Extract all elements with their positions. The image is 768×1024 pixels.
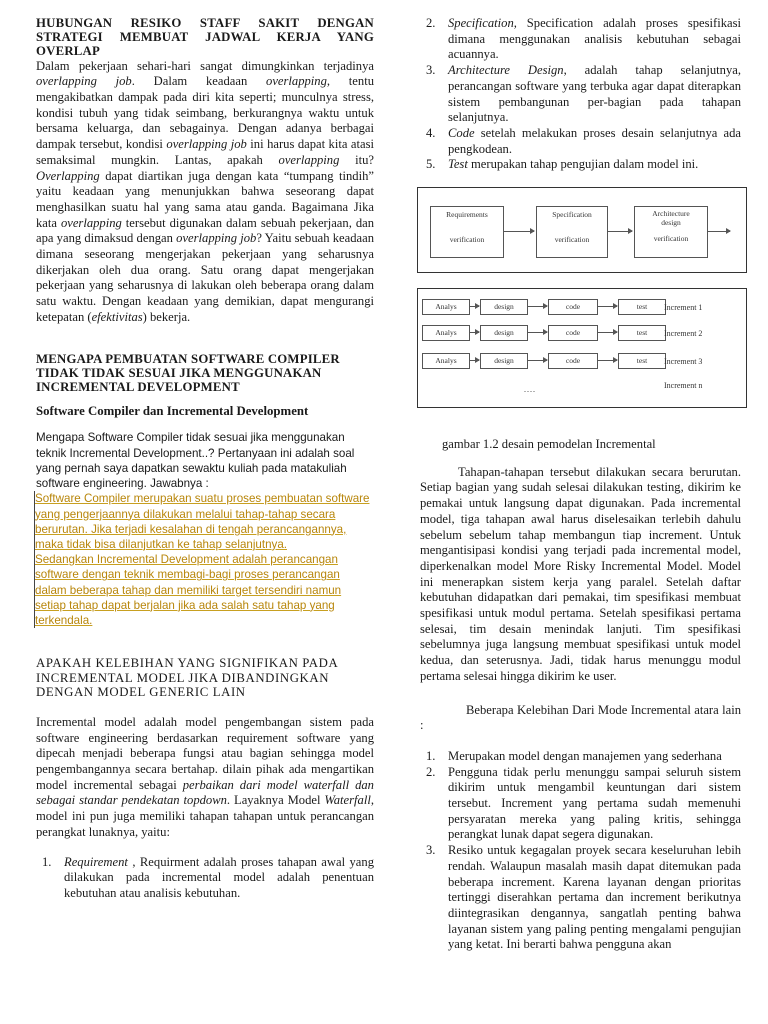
arrow-icon xyxy=(527,332,547,333)
requirements-box: Requirements verification xyxy=(430,206,504,258)
incremental-diagram xyxy=(417,288,747,408)
arrow-icon xyxy=(597,306,617,307)
list-item: 4. Code setelah melakukan proses desain selanjutnya ada pengkodean. xyxy=(426,125,741,156)
code-box: code xyxy=(548,299,598,315)
arrow-icon xyxy=(469,360,479,361)
list-item: 5. Test merupakan tahap pengujian dalam model ini. xyxy=(426,157,699,172)
figure-caption: gambar 1.2 desain pemodelan Incremental xyxy=(442,437,656,451)
list-item: 2. Specification, Specification adalah proses spesifikasi dimana menggunakan analisis kebutuhan sebagai acuannya. xyxy=(426,16,741,62)
paragraph-overlap: Dalam pekerjaan sehari-hari sangat dimungkinkan terjadinya overlapping job. Dalam keadaan overlapping, tentu mengakibatkan dampak pada diri kita seperti; munculnya stress, kondisi tubuh yang tidak seimbang, berkurangnya waktu untuk bersama keluarga, dan sebagainya. Dengan adanya berbagai dampak tersebut, kondisi overlapping job ini harus dapat kita atasi semaksimal mungkin. Lantas, apakah overlapping itu? Overlapping dapat diartikan juga dengan kata “tumpang tindih” yaitu keadaan yang menunjukkan bahwa seseorang dapat menghasilkan suatu hal yang sama atau ganda. Bagaimana Jika kata overlapping tersebut digunakan dalam sebuah pekerjaan, dan apa yang dimaksud dengan overlapping job? Yaitu sebuah keadaan dimana seseorang mengerjakan pekerjaan yang seharusnya dikerjakan oleh dua orang. Satu orang dapat mengerjakan pekerjaan yang seharusnya di lakukan oleh beberapa orang dalam satu waktu. Dengan keadaan yang demikian, dapat mengurangi ketepatan (efektivitas) bekerja. xyxy=(36,58,375,324)
ellipsis: .... xyxy=(524,385,536,394)
answer-compiler: Software Compiler merupakan suatu proses pembuatan software yang pengerjaannya dilakukan melalui tahap-tahap secara berurutan. Jika terjadi kesalahan di tengah perancangannya, maka tidak bisa dilanjutkan ke tahap selanjutnya. xyxy=(35,492,370,551)
analys-box: Analys xyxy=(422,299,470,315)
heading-overlap: HUBUNGAN RESIKO STAFF SAKIT DENGAN STRATEGI MEMBUAT JADWAL KERJA YANG OVERLAP xyxy=(36,16,374,59)
arrow-icon xyxy=(504,231,534,232)
right-column-lower xyxy=(420,437,741,953)
list-item: 1. Requirement , Requirment adalah proses tahapan awal yang dilakukan pada incremental model adalah penentuan kebutuhan atau analisis kebutuhan. xyxy=(42,854,374,900)
design-box: design xyxy=(480,353,528,369)
arrow-icon xyxy=(708,231,730,232)
stage-list-right xyxy=(420,16,741,173)
test-box: test xyxy=(618,353,666,369)
list-item: 1. Merupakan model dengan manajemen yang sederhana xyxy=(426,748,722,763)
arrow-icon xyxy=(469,306,479,307)
increment-label: Increment 1 xyxy=(664,303,703,312)
subheading-compiler: Software Compiler dan Incremental Development xyxy=(36,403,309,418)
arrow-icon xyxy=(527,306,547,307)
analys-box: Analys xyxy=(422,325,470,341)
paragraph-question: Mengapa Software Compiler tidak sesuai jika menggunakan teknik Incremental Development..? Pertanyaan ini adalah soal yang pernah saya dapatkan sewaktu kuliah pada matakuliah software engineering. Jawabnya : xyxy=(36,431,355,491)
test-box: test xyxy=(618,325,666,341)
list-item: 3. Architecture Design, adalah tahap selanjutnya, perancangan software yang terbuka agar dapat diterapkan sistem pembangunan per-bagian pada tahapan selanjutnya. xyxy=(426,63,742,125)
arrow-icon xyxy=(597,360,617,361)
specification-box: Specification verification xyxy=(536,206,608,258)
paragraph-kelebihan: Beberapa Kelebihan Dari Mode Incremental atara lain : xyxy=(420,702,741,733)
test-box: test xyxy=(618,299,666,315)
design-box: design xyxy=(480,299,528,315)
advantage-list xyxy=(420,749,741,953)
list-item: 2. Pengguna tidak perlu menunggu sampai seluruh sistem dikirim untuk mengambil keuntungan dari sistem tersebut. Increment yang pertama sudah memenuhi persyaratan mereka yang paling kritis, sehingga perangkat lunak dapat segera digunakan. xyxy=(426,764,741,842)
list-item: 3. Resiko untuk kegagalan proyek secara keseluruhan lebih rendah. Walaupun masalah masih dapat ditemukan pada beberapa increment. Karena layanan dengan prioritas tertinggi diserahkan pertama dan increment berikutnya diintegrasikan dengannya, sangatlah penting bahwa layanan sistem yang paling penting mengalami pengujian yang ketat. Ini berarti bahwa pengguna akan xyxy=(426,843,741,952)
stage-list-left xyxy=(36,855,374,902)
paragraph-incremental: Incremental model adalah model pengembangan sistem pada software engineering berdasarkan requirement software yang dipecah menjadi beberapa fungsi atau bagian sehingga model pengembangannya secara bertahap. dilain pihak ada mengartikan model incremental sebagai perbaikan dari model waterfall dan sebagai standar pendekatan topdown. Layaknya Model Waterfall, model ini pun juga memiliki tahapan tahapan untuk perancangan perangkat lunaknya, yaitu: xyxy=(36,714,374,839)
analys-box: Analys xyxy=(422,353,470,369)
code-box: code xyxy=(548,353,598,369)
paragraph-tahapan: Tahapan-tahapan tersebut dilakukan secara berurutan. Setiap bagian yang sudah selesai dilakukan testing, dikirim ke pemakai untuk langsung dapat digunakan. Pada incremental model, tiga tahapan awal harus diselesaikan terlebih dahulu sebelum sebelum tahap membangun tiap increment. Untuk mengantisipasi kondisi yang terjadi pada incremental model, diperkenalkan model More Risky Incremental Model. Model ini menerapkan sistem kerja yang paralel. Setelah daftar kebutuhan didapatkan dari pemakai, tim spesifikasi membuat spesifikasi untuk modul pertama. Setelah spesifikasi pertama selesai, tim desain menindak lanjuti. Tim spesifikasi sebelumnya juga langsung membuat spesifikasi untuk model kedua, dan seterusnya. Jadi, tidak harus menunggu modul pertama selesai hingga dikirim ke user. xyxy=(420,464,741,683)
answer-incremental: Sedangkan Incremental Development adalah perancangan software dengan teknik membagi-bagi proses perancangan dalam beberapa tahap dan memiliki target tersendiri namun setiap tahap dapat berjalan jika ada salah satu tahap yang terkendala. xyxy=(35,553,342,627)
increment-label: Increment 2 xyxy=(664,329,703,338)
waterfall-diagram xyxy=(417,187,747,273)
arrow-icon xyxy=(608,231,632,232)
heading-kelebihan: APAKAH KELEBIHAN YANG SIGNIFIKAN PADA INCREMENTAL MODEL JIKA DIBANDINGKAN DENGAN MODEL GENERIC LAIN xyxy=(36,656,338,700)
increment-label: Increment 3 xyxy=(664,357,703,366)
highlighted-answer xyxy=(34,491,374,628)
left-column xyxy=(36,16,374,902)
code-box: code xyxy=(548,325,598,341)
design-box: design xyxy=(480,325,528,341)
right-column xyxy=(420,16,741,173)
arrow-icon xyxy=(469,332,479,333)
arrow-icon xyxy=(597,332,617,333)
architecture-box: Architecture design verification xyxy=(634,206,708,258)
arrow-icon xyxy=(527,360,547,361)
heading-compiler: MENGAPA PEMBUATAN SOFTWARE COMPILER TIDAK TIDAK SESUAI JIKA MENGGUNAKAN INCREMENTAL DEVELOPMENT xyxy=(36,351,340,395)
increment-label: Increment n xyxy=(664,381,703,390)
